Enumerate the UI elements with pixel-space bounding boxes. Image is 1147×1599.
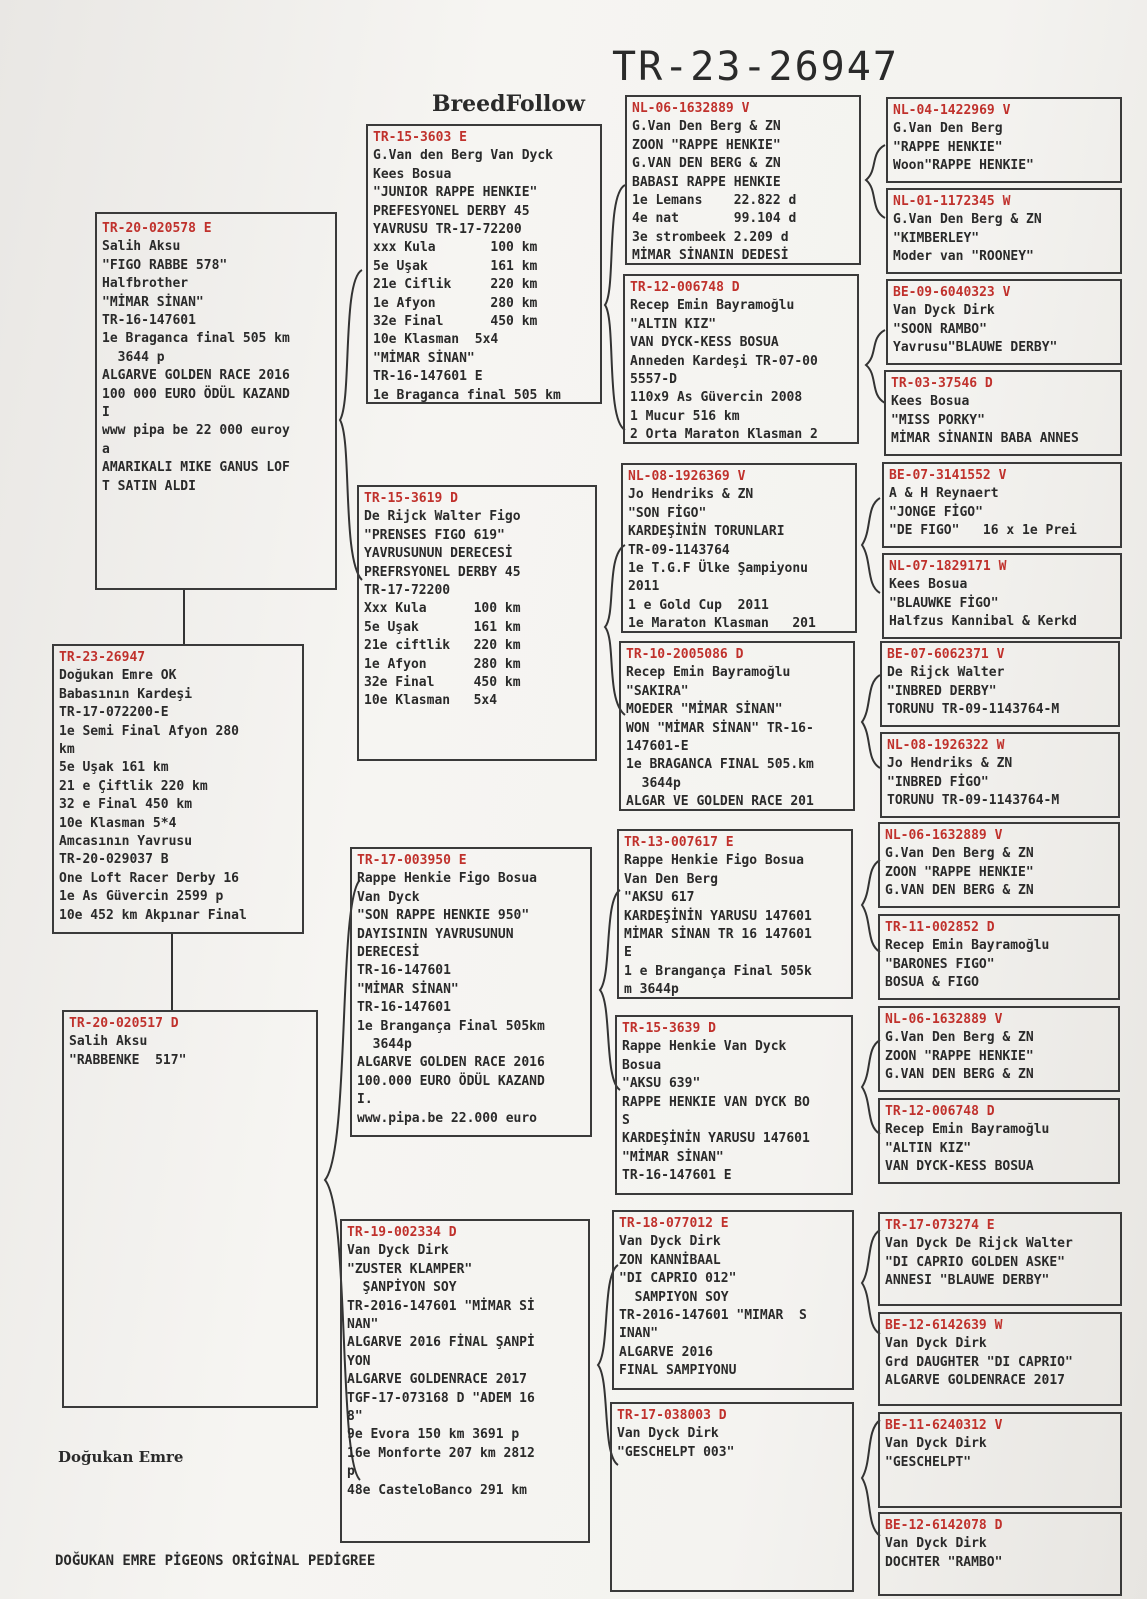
gen3-line: 3e strombeek 2.209 d [632,229,789,245]
gen3-line: E [624,945,632,961]
gen3-line: Rappe Henkie Figo Bosua [624,853,805,869]
sire-line: AMARIKALI MIKE GANUS LOF [102,460,290,476]
gen4-box [886,188,1122,274]
gen4-ring: NL-01-1172345 W [893,194,1011,209]
gen3-box [625,95,861,265]
gen4-ring: BE-12-6142078 D [885,1518,1003,1533]
gen3-line: ZON KANNİBAAL [619,1252,721,1268]
gen3-line: 2011 [628,579,660,595]
gen2-line: 9e Evora 150 km 3691 p [347,1427,520,1443]
gen4-box [878,1312,1122,1406]
sire-line: 3644 p [102,349,165,365]
gen4-line: Halfzus Kannibal & Kerkd [889,614,1077,630]
dam-line: Salih Aksu [69,1034,148,1050]
gen3-box [615,1015,853,1195]
subject-line: 1e As Güvercin 2599 p [59,889,224,905]
gen3-line: 4e nat 99.104 d [632,211,797,227]
gen2-line: NAN" [347,1317,379,1333]
gen2-line: TR-17-72200 [364,583,451,599]
sire-line: Salih Aksu [102,239,181,255]
gen2-line: 10e Klasman 5x4 [364,693,498,709]
gen2-line: 32e Final 450 km [373,314,538,330]
gen3-line: S [622,1113,630,1129]
sire-line: "MİMAR SİNAN" [102,294,204,310]
gen2-line: TR-16-147601 [357,1000,451,1016]
gen3-line: SAMPIYON SOY [619,1289,729,1305]
gen3-line: Van Dyck Dirk [617,1426,719,1442]
gen3-line: ZOON "RAPPE HENKIE" [632,137,781,153]
gen2-line: 1e Braganca final 505 km [373,387,561,403]
subject-line: One Loft Racer Derby 16 [59,870,240,886]
gen3-line: G.Van Den Berg & ZN [632,119,781,135]
gen4-line: G.VAN DEN BERG & ZN [885,1067,1034,1083]
sire-line: "FIGO RABBE 578" [102,257,228,273]
gen2-line: www.pipa.be 22.000 euro [357,1110,538,1126]
sire-line: ALGARVE GOLDEN RACE 2016 [102,368,290,384]
gen4-line: "INBRED FİGO" [887,774,989,790]
gen4-line: G.Van Den Berg & ZN [885,1030,1034,1046]
gen2-line: YAVRUSU TR-17-72200 [373,222,522,238]
gen3-line: "MİMAR SİNAN" [622,1149,724,1165]
subject-line: 5e Uşak 161 km [59,760,169,776]
gen4-box [886,97,1122,183]
gen4-line: G.Van Den Berg & ZN [885,846,1034,862]
gen4-line: Grd DAUGHTER "DI CAPRIO" [885,1354,1073,1370]
gen3-line: G.VAN DEN BERG & ZN [632,156,781,172]
gen2-line: Rappe Henkie Figo Bosua [357,871,538,887]
gen3-box [619,641,855,811]
gen3-line: 1e Maraton Klasman 201 [628,616,816,632]
gen2-line: Van Dyck Dirk [347,1243,449,1259]
gen4-ring: TR-17-073274 E [885,1218,995,1233]
gen2-line: 3644p [357,1037,412,1053]
gen4-ring: BE-11-6240312 V [885,1418,1003,1433]
gen3-line: KARDEŞİNİN YARUSU 147601 [622,1131,810,1147]
gen2-line: 48e CasteloBanco 291 km [347,1482,528,1498]
gen2-box [340,1219,590,1543]
gen2-line: p [347,1464,355,1480]
gen3-line: Recep Emin Bayramoğlu [630,298,795,314]
subject-line: 21 e Çiftlik 220 km [59,778,208,794]
gen2-line: PREFRSYONEL DERBY 45 [364,564,521,580]
brand-logo-text: BreedFollow [432,91,585,117]
gen2-box [357,485,597,761]
gen3-ring: TR-18-077012 E [619,1216,729,1231]
gen3-line: KARDEŞİNİN TORUNLARI [628,524,785,540]
subject-line: TR-20-029037 B [59,852,169,868]
gen3-line: Recep Emin Bayramoğlu [626,665,791,681]
gen2-ring: TR-15-3619 D [364,491,458,506]
gen3-line: 1e T.G.F Ülke Şampiyonu [628,561,809,577]
gen3-ring: TR-13-007617 E [624,835,734,850]
gen2-line: "PRENSES FIGO 619" [364,527,505,543]
gen4-box [886,279,1122,365]
gen2-line: 1e Brangança Final 505km [357,1018,545,1034]
gen4-line: Kees Bosua [891,394,970,410]
gen3-box [610,1402,854,1592]
gen4-line: "BARONES FIGO" [885,956,995,972]
gen3-line: m 3644p [624,982,679,998]
sire-line: Halfbrother [102,276,189,292]
gen3-line: "ALTIN KIZ" [630,316,717,332]
gen4-box [878,1098,1120,1184]
gen3-line: 110x9 As Güvercin 2008 [630,390,803,406]
gen3-ring: TR-10-2005086 D [626,647,744,662]
gen3-line: WON "MİMAR SİNAN" TR-16- [626,720,814,736]
gen4-line: VAN DYCK-KESS BOSUA [885,1159,1034,1175]
gen3-line: TR-09-1143764 [628,542,730,558]
pedigree-footer: DOĞUKAN EMRE PİGEONS ORİGİNAL PEDİGREE [55,1553,376,1569]
gen2-line: G.Van den Berg Van Dyck [373,148,554,164]
gen2-line: 1e Afyon 280 km [373,295,538,311]
gen3-line: 2 Orta Maraton Klasman 2 [630,427,818,443]
gen4-box [878,1006,1120,1092]
gen3-box [612,1210,854,1390]
gen2-line: 10e Klasman 5x4 [373,332,499,348]
gen2-line: TR-16-147601 [357,963,451,979]
gen2-line: TR-16-147601 E [373,369,483,385]
gen3-line: 5557-D [630,372,677,388]
gen4-box [878,1512,1122,1596]
gen3-line: "AKSU 617 [624,890,695,906]
gen2-line: xxx Kula 100 km [373,240,538,256]
gen4-line: "SOON RAMBO" [893,321,987,337]
gen4-ring: NL-06-1632889 V [885,828,1003,843]
gen4-ring: TR-03-37546 D [891,376,993,391]
gen2-line: TGF-17-073168 D "ADEM 16 [347,1390,535,1406]
sire-line: I [102,405,110,421]
gen2-line: ALGARVE GOLDEN RACE 2016 [357,1055,545,1071]
gen4-box [882,462,1122,548]
gen4-line: "INBRED DERBY" [887,683,997,699]
gen2-line: "SON RAPPE HENKIE 950" [357,908,530,924]
gen3-line: Van Dyck Dirk [619,1234,721,1250]
gen3-ring: TR-12-006748 D [630,280,740,295]
gen3-line: INAN" [619,1326,659,1342]
gen4-line: Jo Hendriks & ZN [887,756,1013,772]
gen2-line: Van Dyck [357,889,420,905]
gen4-ring: TR-11-002852 D [885,920,995,935]
gen4-line: "DI CAPRIO GOLDEN ASKE" [885,1254,1066,1270]
sire-ring: TR-20-020578 E [102,221,212,236]
gen4-line: Van Dyck De Rijck Walter [885,1236,1073,1252]
gen3-line: MİMAR SİNAN TR 16 147601 [624,927,812,943]
gen2-ring: TR-19-002334 D [347,1225,457,1240]
gen3-line: Bosua [622,1057,662,1073]
gen4-ring: NL-08-1926322 W [887,738,1005,753]
gen3-box [617,829,853,999]
gen2-line: 16e Monforte 207 km 2812 [347,1445,535,1461]
sire-line: 100 000 EURO ÖDÜL KAZAND [102,386,290,402]
gen2-line: DERECESİ [357,945,420,961]
gen2-line: 5e Uşak 161 km [373,258,538,274]
subject-line: 1e Semi Final Afyon 280 [59,723,240,739]
sire-box [95,212,337,590]
gen4-line: Recep Emin Bayramoğlu [885,938,1050,954]
sire-line: www pipa be 22 000 euroy [102,423,290,439]
gen2-line: 5e Uşak 161 km [364,619,521,635]
gen4-line: Woon"RAPPE HENKIE" [893,158,1034,174]
subject-line: 10e 452 km Akpınar Final [59,907,247,923]
gen4-line: Van Dyck Dirk [893,303,995,319]
gen4-line: Van Dyck Dirk [885,1536,987,1552]
gen4-line: "BLAUWKE FİGO" [889,595,999,611]
gen4-box [884,370,1122,456]
gen2-line: 8" [347,1409,363,1425]
gen2-line: ŞANPİYON SOY [347,1280,457,1296]
gen4-ring: NL-07-1829171 W [889,559,1007,574]
gen2-line: Kees Bosua [373,166,452,182]
subject-line: Doğukan Emre OK [59,668,177,684]
gen4-line: "JONGE FİGO" [889,504,983,520]
gen3-line: 1 e Brangança Final 505k [624,963,812,979]
gen3-line: Jo Hendriks & ZN [628,487,754,503]
gen2-line: ALGARVE GOLDENRACE 2017 [347,1372,528,1388]
gen4-line: "KIMBERLEY" [893,230,980,246]
gen2-line: De Rijck Walter Figo [364,509,521,525]
subject-line: Amcasının Yavrusu [59,834,193,850]
gen3-line: Anneden Kardeşi TR-07-00 [630,353,818,369]
gen3-line: "AKSU 639" [622,1076,701,1092]
gen4-line: "MISS PORKY" [891,412,985,428]
gen4-ring: TR-12-006748 D [885,1104,995,1119]
gen4-line: TORUNU TR-09-1143764-M [887,702,1060,718]
gen4-box [880,732,1120,818]
gen4-line: MİMAR SİNANIN BABA ANNES [891,431,1079,447]
gen4-line: Van Dyck Dirk [885,1336,987,1352]
gen2-line: DAYISININ YAVRUSUNUN [357,926,514,942]
gen3-line: ALGARVE 2016 [619,1344,713,1360]
gen4-line: "DE FIGO" 16 x 1e Prei [889,523,1077,539]
gen4-line: DOCHTER "RAMBO" [885,1554,1003,1570]
sire-line: a [102,441,110,457]
gen4-box [882,553,1122,639]
gen3-line: 147601-E [626,739,689,755]
gen2-line: 21e ciftlik 220 km [364,638,521,654]
gen3-ring: TR-15-3639 D [622,1021,716,1036]
gen2-line: "MİMAR SİNAN" [373,350,475,366]
subject-line: 10e Klasman 5*4 [59,815,177,831]
gen4-line: BOSUA & FIGO [885,975,979,991]
sire-line: TR-16-147601 [102,313,196,329]
gen2-line: 32e Final 450 km [364,675,521,691]
gen3-line: "SON FİGO" [628,505,707,521]
gen3-line: ALGAR VE GOLDEN RACE 201 [626,794,814,810]
gen3-line: MOEDER "MİMAR SİNAN" [626,702,783,718]
gen2-box [350,847,592,1137]
gen3-line: 1e Lemans 22.822 d [632,193,797,209]
gen3-box [621,463,857,633]
gen4-line: "RAPPE HENKIE" [893,139,1003,155]
gen4-line: Recep Emin Bayramoğlu [885,1122,1050,1138]
gen4-line: G.VAN DEN BERG & ZN [885,883,1034,899]
sire-line: T SATIN ALDI [102,478,196,494]
gen4-line: De Rijck Walter [887,665,1005,681]
gen4-line: Kees Bosua [889,577,968,593]
owner-name: Doğukan Emre [58,1448,184,1466]
gen2-line: 100.000 EURO ÖDÜL KAZAND [357,1073,545,1089]
gen3-line: 3644p [626,775,681,791]
subject-line: TR-17-072200-E [59,705,169,721]
gen3-line: Van Den Berg [624,871,718,887]
subject-line: 32 e Final 450 km [59,797,193,813]
gen2-line: 21e Ciflik 220 km [373,277,538,293]
gen3-ring: NL-06-1632889 V [632,101,750,116]
gen3-box [623,274,859,444]
pedigree-ring-title: TR-23-26947 [612,44,899,90]
gen4-ring: BE-07-6062371 V [887,647,1005,662]
subject-box [52,644,304,934]
gen2-line: Xxx Kula 100 km [364,601,521,617]
gen3-line: "SAKIRA" [626,683,689,699]
gen4-line: Yavrusu"BLAUWE DERBY" [893,340,1058,356]
dam-line: "RABBENKE 517" [69,1052,187,1068]
subject-line: km [59,742,75,758]
sire-line: 1e Braganca final 505 km [102,331,290,347]
gen3-line: Rappe Henkie Van Dyck [622,1039,787,1055]
gen4-box [878,1212,1122,1306]
gen4-line: ZOON "RAPPE HENKIE" [885,1048,1034,1064]
gen3-line: TR-2016-147601 "MIMAR S [619,1308,807,1324]
dam-box [62,1010,318,1408]
gen4-ring: BE-12-6142639 W [885,1318,1003,1333]
gen2-line: YON [347,1353,371,1369]
gen2-box [366,124,602,404]
gen3-line: FINAL SAMPIYONU [619,1363,737,1379]
gen3-line: "DI CAPRIO 012" [619,1271,737,1287]
gen4-line: G.Van Den Berg & ZN [893,212,1042,228]
gen3-ring: NL-08-1926369 V [628,469,746,484]
gen2-line: I. [357,1092,373,1108]
gen2-line: PREFESYONEL DERBY 45 [373,203,530,219]
gen4-ring: NL-04-1422969 V [893,103,1011,118]
gen4-line: ALGARVE GOLDENRACE 2017 [885,1373,1066,1389]
gen4-line: "GESCHELPT" [885,1454,972,1470]
gen2-line: YAVRUSUNUN DERECESİ [364,546,513,562]
gen4-line: A & H Reynaert [889,486,999,502]
gen3-line: KARDEŞİNİN YARUSU 147601 [624,908,812,924]
gen2-line: "ZUSTER KLAMPER" [347,1261,473,1277]
gen3-line: "GESCHELPT 003" [617,1444,735,1460]
gen3-line: BABASI RAPPE HENKIE [632,174,781,190]
gen4-line: "ALTIN KIZ" [885,1140,972,1156]
gen2-line: "MİMAR SİNAN" [357,981,459,997]
gen3-line: RAPPE HENKIE VAN DYCK BO [622,1094,810,1110]
gen4-ring: BE-07-3141552 V [889,468,1007,483]
gen4-line: ZOON "RAPPE HENKIE" [885,864,1034,880]
subject-line: Babasının Kardeşi [59,686,193,702]
gen4-ring: BE-09-6040323 V [893,285,1011,300]
gen3-line: 1e BRAGANCA FINAL 505.km [626,757,814,773]
gen4-line: Moder van "ROONEY" [893,249,1034,265]
gen4-line: TORUNU TR-09-1143764-M [887,793,1060,809]
gen4-box [878,914,1120,1000]
gen2-line: "JUNIOR RAPPE HENKIE" [373,185,538,201]
gen4-line: ANNESI "BLAUWE DERBY" [885,1273,1050,1289]
gen4-line: G.Van Den Berg [893,121,1003,137]
gen2-ring: TR-15-3603 E [373,130,467,145]
gen4-box [878,1412,1122,1508]
gen3-line: TR-16-147601 E [622,1168,732,1184]
gen4-box [880,641,1120,727]
gen2-line: 1e Afyon 280 km [364,656,521,672]
gen3-ring: TR-17-038003 D [617,1408,727,1423]
subject-ring: TR-23-26947 [59,650,146,665]
gen3-line: VAN DYCK-KESS BOSUA [630,335,779,351]
dam-ring: TR-20-020517 D [69,1016,179,1031]
gen3-line: 1 e Gold Cup 2011 [628,597,769,613]
gen4-ring: NL-06-1632889 V [885,1012,1003,1027]
gen4-line: Van Dyck Dirk [885,1436,987,1452]
gen2-ring: TR-17-003950 E [357,853,467,868]
gen2-line: ALGARVE 2016 FİNAL ŞANPİ [347,1335,535,1351]
gen3-line: MİMAR SİNANIN DEDESİ [632,248,789,264]
gen3-line: 1 Mucur 516 km [630,408,740,424]
gen2-line: TR-2016-147601 "MİMAR Sİ [347,1298,535,1314]
gen4-box [878,822,1120,908]
